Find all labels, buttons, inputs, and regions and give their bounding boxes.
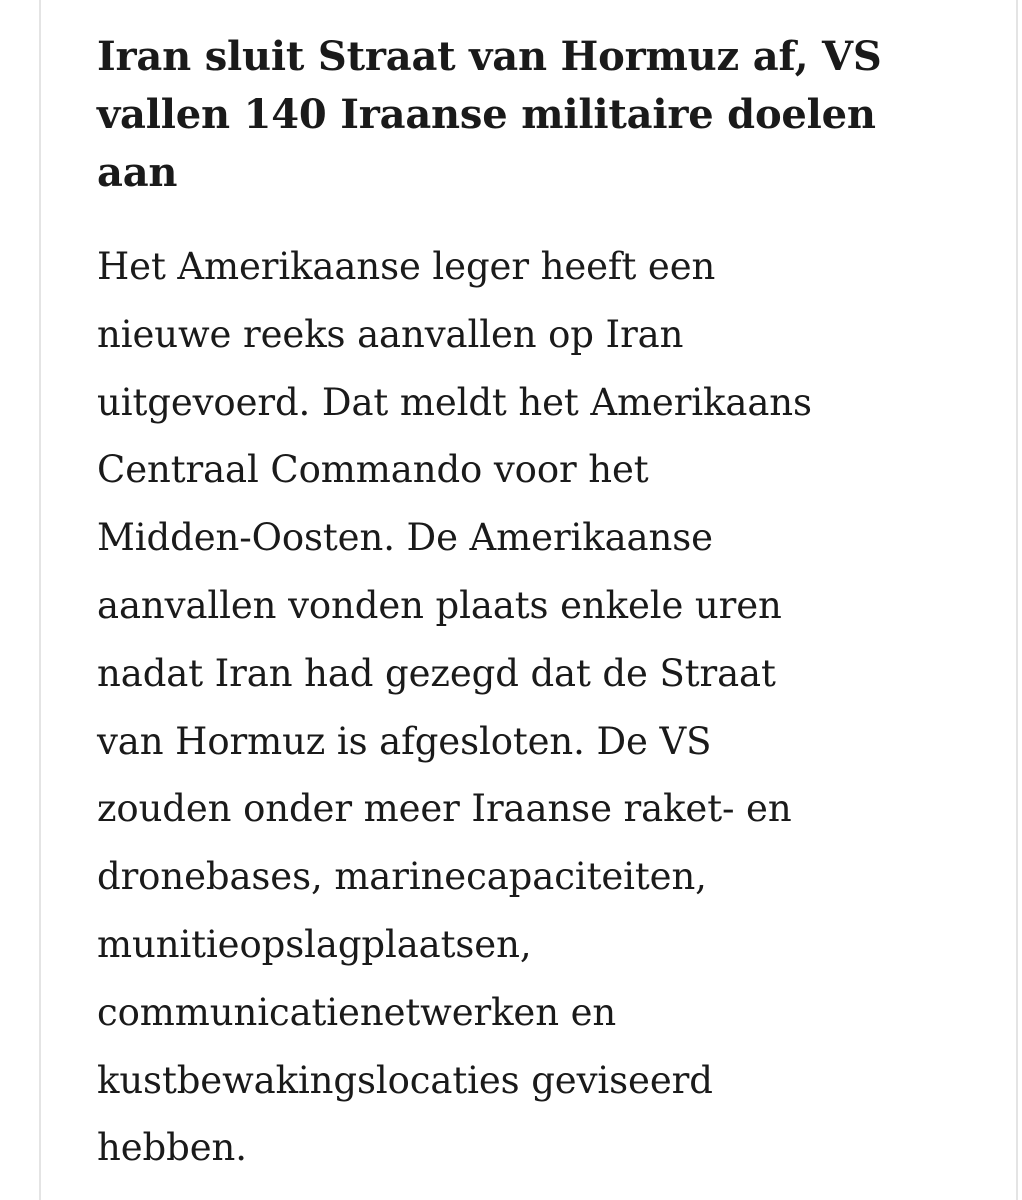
body-line: Het Amerikaanse leger heeft een xyxy=(97,245,716,288)
headline-line: aan xyxy=(97,149,178,196)
article-headline xyxy=(97,28,987,202)
body-line: van Hormuz is afgesloten. De VS xyxy=(97,719,712,763)
body-line: nieuwe reeks aanvallen op Iran xyxy=(97,312,684,356)
article-body xyxy=(97,233,987,1182)
body-line: dronebases, marinecapaciteiten, xyxy=(97,855,707,899)
body-line: nadat Iran had gezegd dat de Straat xyxy=(97,651,776,695)
body-line: Centraal Commando voor het xyxy=(97,448,649,492)
body-line: Midden-Oosten. De Amerikaanse xyxy=(97,516,713,560)
body-line: communicatienetwerken en xyxy=(97,990,617,1034)
body-line: uitgevoerd. Dat meldt het Amerikaans xyxy=(97,380,812,424)
body-line: aanvallen vonden plaats enkele uren xyxy=(97,583,782,627)
article-block xyxy=(97,28,987,1182)
body-line: zouden onder meer Iraanse raket- en xyxy=(97,787,792,831)
headline-line: vallen 140 Iraanse militaire doelen xyxy=(97,91,876,138)
left-border-rule xyxy=(39,0,41,1200)
headline-line: Iran sluit Straat van Hormuz af, VS xyxy=(97,33,882,80)
right-border-rule xyxy=(1016,0,1018,1200)
body-line: kustbewakingslocaties geviseerd xyxy=(97,1058,713,1102)
body-line: hebben. xyxy=(97,1126,247,1170)
body-line: munitieopslagplaatsen, xyxy=(97,922,532,966)
